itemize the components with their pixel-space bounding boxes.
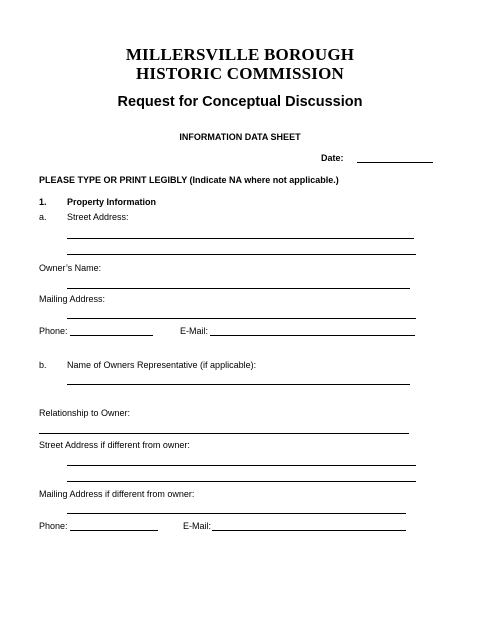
mailing-address-label: Mailing Address: xyxy=(39,294,106,304)
date-field[interactable] xyxy=(357,162,433,163)
phone-label-2: Phone: xyxy=(39,521,68,531)
owners-name-label: Owner’s Name: xyxy=(39,263,102,273)
email-label-2: E-Mail: xyxy=(183,521,212,531)
street-if-different-line-2[interactable] xyxy=(67,481,416,482)
street-address-label: Street Address: xyxy=(67,212,129,222)
relationship-label: Relationship to Owner: xyxy=(39,408,131,418)
street-if-different-label: Street Address if different from owner: xyxy=(39,440,190,450)
representative-line[interactable] xyxy=(67,384,410,385)
item-a-marker: a. xyxy=(39,212,47,222)
section-number: 1. xyxy=(39,197,47,207)
section-title: Property Information xyxy=(67,197,157,207)
phone-field[interactable] xyxy=(70,335,153,336)
email-label: E-Mail: xyxy=(180,326,209,336)
owners-name-line[interactable] xyxy=(67,288,410,289)
relationship-line[interactable] xyxy=(39,433,409,434)
street-address-line-2[interactable] xyxy=(67,254,416,255)
org-name-line2: HISTORIC COMMISSION xyxy=(136,64,344,83)
instructions: PLEASE TYPE OR PRINT LEGIBLY (Indicate NA where not applicable.) xyxy=(39,175,339,185)
phone-field-2[interactable] xyxy=(70,530,158,531)
phone-label: Phone: xyxy=(39,326,68,336)
date-label: Date: xyxy=(321,153,344,163)
mailing-address-line[interactable] xyxy=(67,318,416,319)
email-field-2[interactable] xyxy=(212,530,406,531)
email-field[interactable] xyxy=(210,335,415,336)
street-if-different-line-1[interactable] xyxy=(67,465,416,466)
mailing-if-different-line[interactable] xyxy=(67,513,406,514)
org-name-line1: MILLERSVILLE BOROUGH xyxy=(125,45,355,64)
representative-label: Name of Owners Representative (if applicable): xyxy=(67,360,257,370)
sheet-title: INFORMATION DATA SHEET xyxy=(179,132,301,142)
mailing-if-different-label: Mailing Address if different from owner: xyxy=(39,489,195,499)
form-title: Request for Conceptual Discussion xyxy=(117,94,363,110)
item-b-marker: b. xyxy=(39,360,47,370)
street-address-line-1[interactable] xyxy=(67,238,414,239)
